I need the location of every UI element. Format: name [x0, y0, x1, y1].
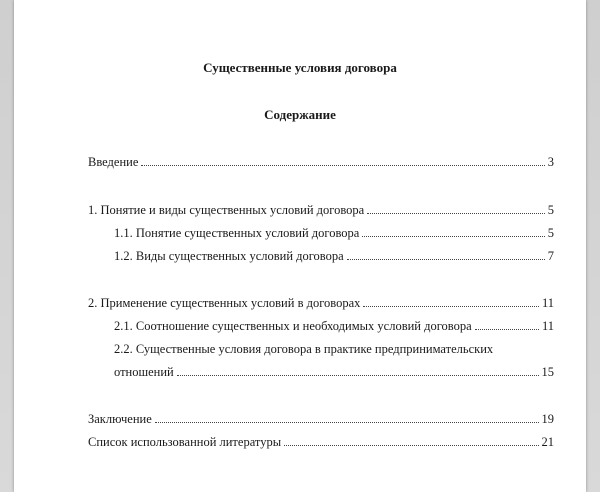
toc-entry-page: 21	[541, 435, 554, 449]
toc-leader-dots	[362, 236, 544, 237]
toc-entry-chapter-1[interactable]	[88, 202, 554, 218]
table-of-contents	[88, 0, 554, 492]
toc-leader-dots	[363, 306, 539, 307]
toc-entry-introduction[interactable]	[88, 154, 554, 170]
toc-entry-label: Введение	[88, 155, 139, 169]
toc-entry-page: 7	[547, 249, 554, 263]
document-page	[14, 0, 586, 492]
toc-leader-dots	[367, 213, 545, 214]
toc-entry-label: 2.2. Существенные условия договора в практике предпринимательских	[114, 342, 494, 356]
toc-entry-page: 5	[547, 226, 554, 240]
toc-leader-dots	[155, 422, 539, 423]
toc-entry-label: 2.1. Соотношение существенных и необходимых условий договора	[114, 319, 472, 333]
toc-entry-section-2-2-line-2[interactable]	[114, 364, 554, 380]
toc-entry-section-1-2[interactable]	[114, 248, 554, 264]
toc-leader-dots	[284, 445, 538, 446]
toc-entry-label: 1.2. Виды существенных условий договора	[114, 249, 344, 263]
toc-entry-label: Список использованной литературы	[88, 435, 282, 449]
toc-heading: Содержание	[264, 107, 336, 122]
toc-entry-page: 3	[547, 155, 554, 169]
toc-entry-chapter-2[interactable]	[88, 295, 554, 311]
toc-entry-label-continued: отношений	[114, 365, 174, 379]
toc-entry-label: 1.1. Понятие существенных условий договора	[114, 226, 360, 240]
toc-entry-label: 1. Понятие и виды существенных условий договора	[88, 203, 365, 217]
toc-leader-dots	[347, 259, 545, 260]
toc-entry-bibliography[interactable]	[88, 434, 554, 450]
toc-entry-page: 5	[547, 203, 554, 217]
toc-leader-dots	[475, 329, 539, 330]
toc-entry-label: Заключение	[88, 412, 152, 426]
toc-entry-section-1-1[interactable]	[114, 225, 554, 241]
toc-entry-page: 19	[541, 412, 554, 426]
toc-leader-dots	[177, 375, 539, 376]
toc-entry-conclusion[interactable]	[88, 411, 554, 427]
toc-entry-page: 11	[541, 319, 554, 333]
toc-entry-label: 2. Применение существенных условий в договорах	[88, 296, 361, 310]
toc-entry-section-2-2-line-1[interactable]	[114, 341, 554, 357]
toc-entry-page: 15	[541, 365, 554, 379]
document-title: Существенные условия договора	[203, 60, 397, 75]
toc-entry-page: 11	[541, 296, 554, 310]
toc-entry-section-2-1[interactable]	[114, 318, 554, 334]
toc-leader-dots	[141, 165, 544, 166]
